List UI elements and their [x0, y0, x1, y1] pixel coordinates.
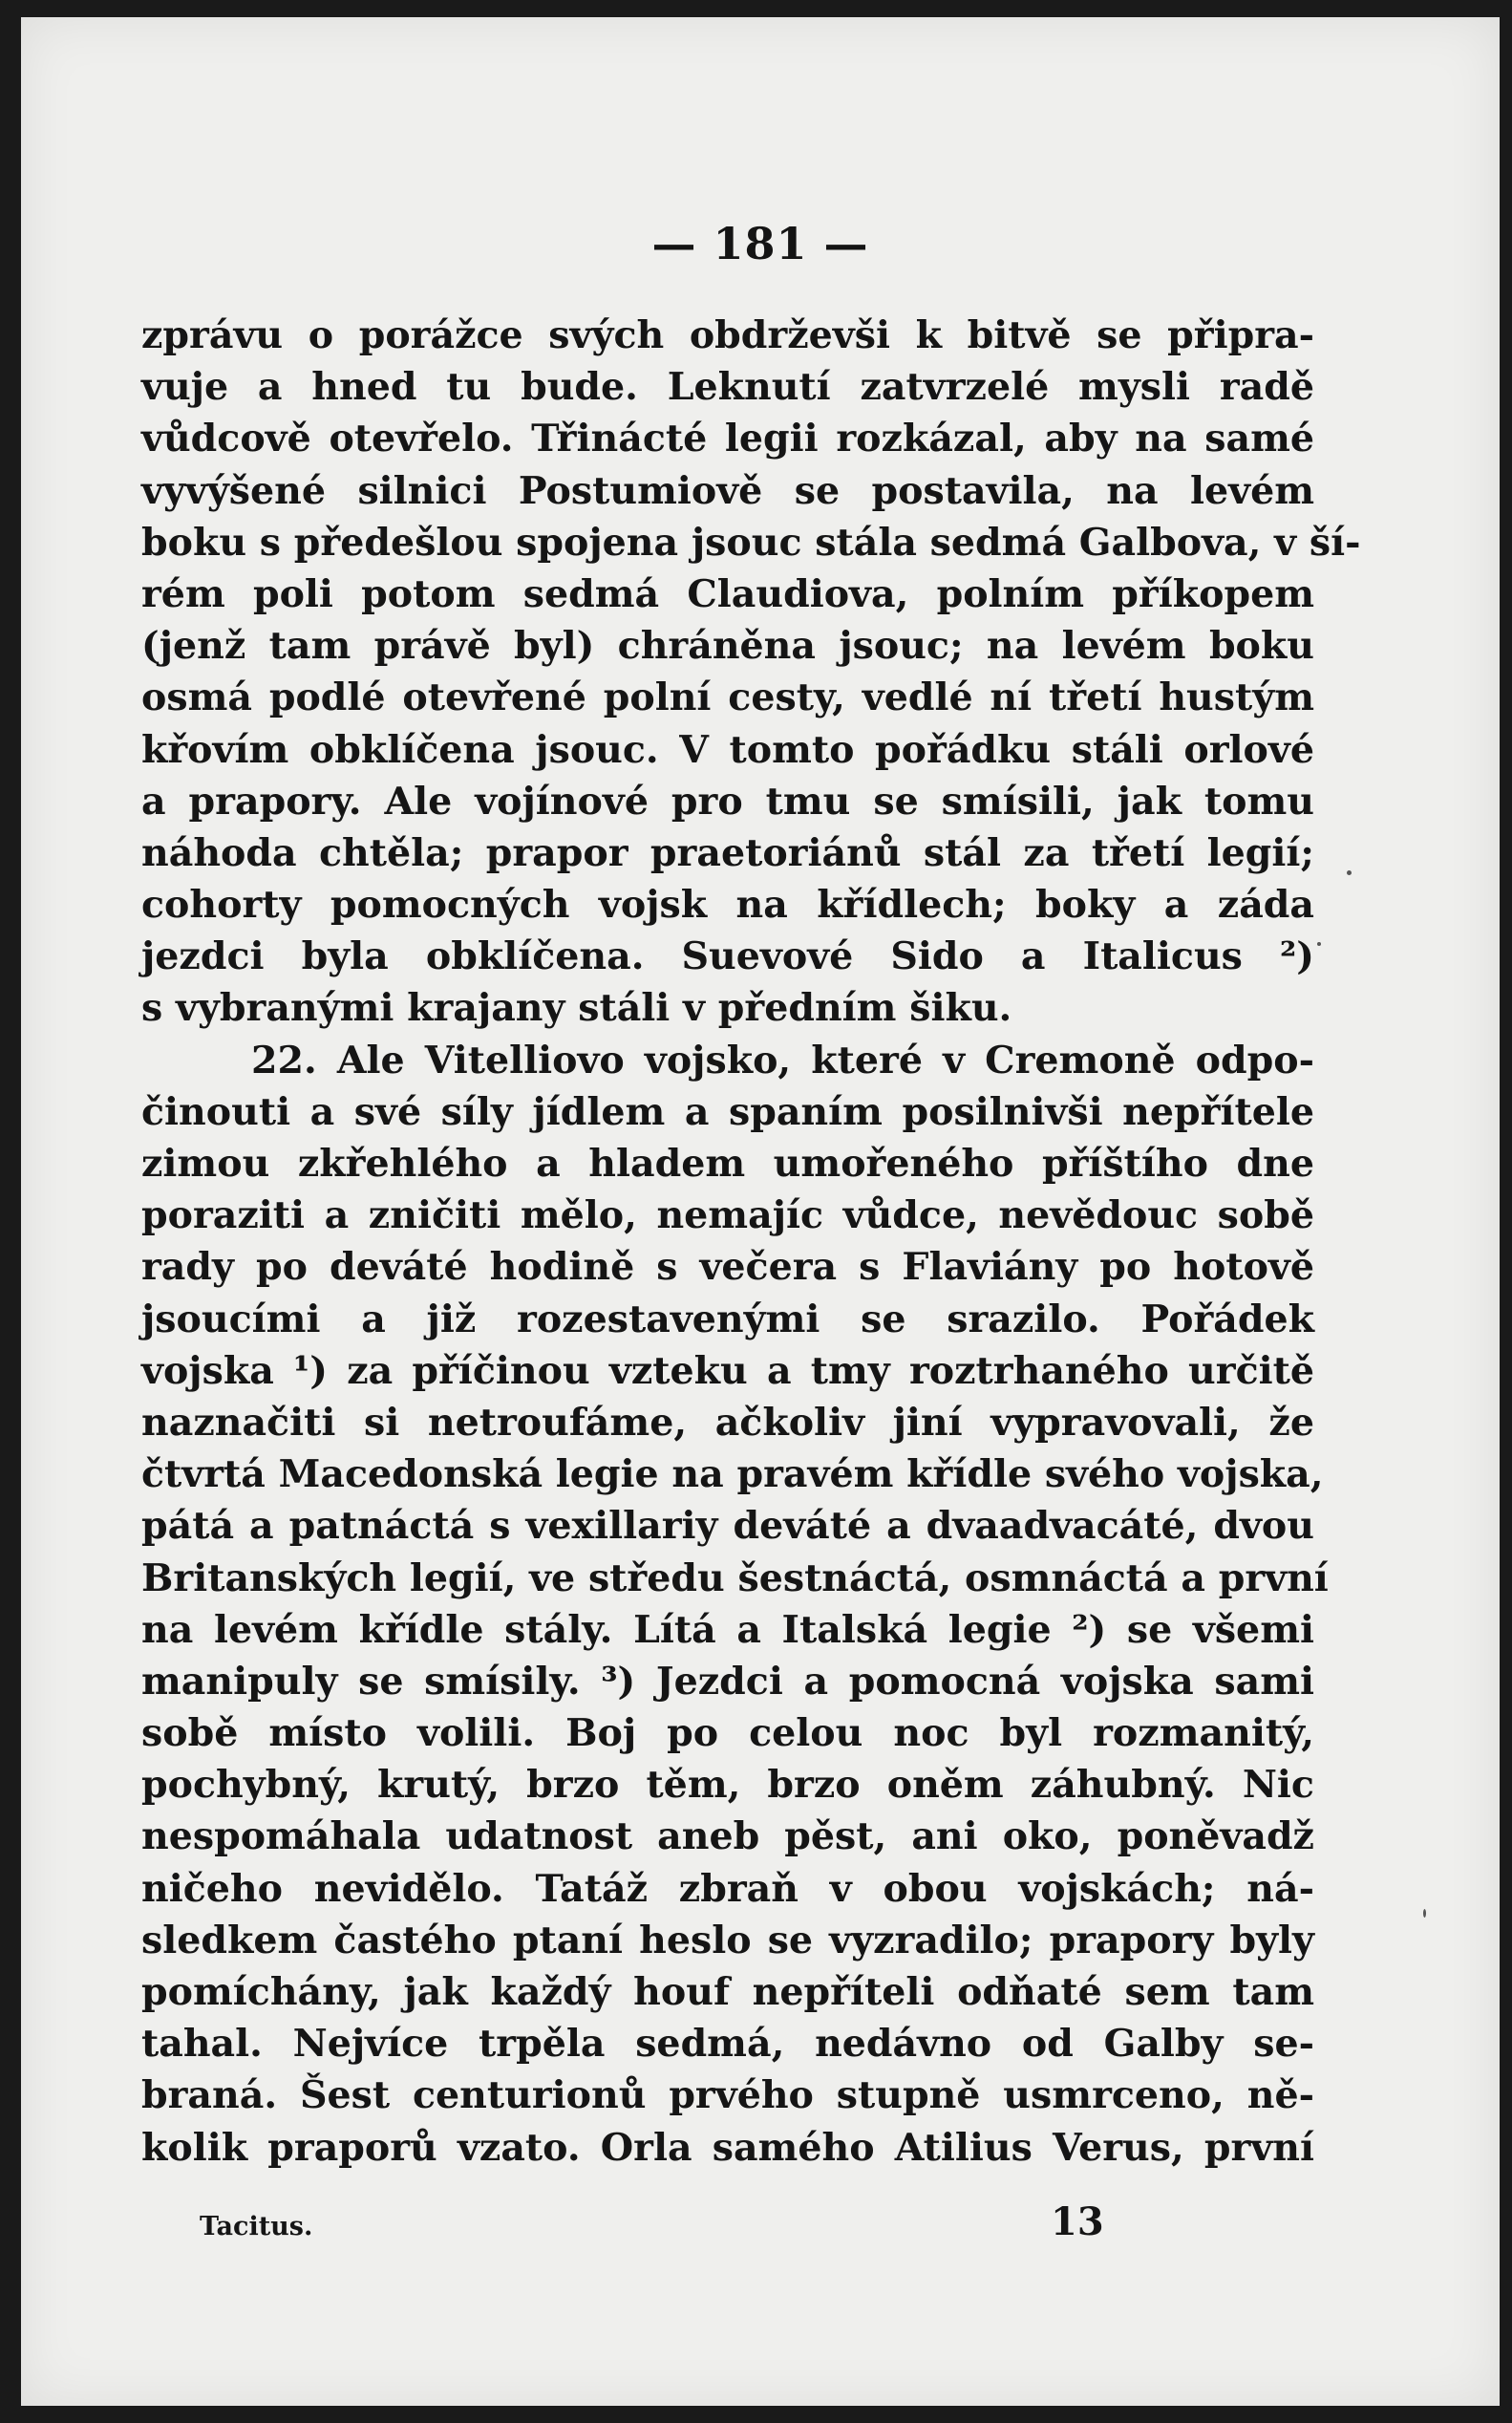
text-line: zprávu o porážce svých obdrževši k bitvě se připra- — [141, 313, 1314, 357]
page-number: — 181 — — [651, 218, 869, 269]
paper-speck — [1317, 942, 1321, 946]
text-line: manipuly se smísily. ³) Jezdci a pomocná vojska sami — [141, 1659, 1314, 1704]
text-line: rém poli potom sedmá Claudiova, polním příkopem — [141, 571, 1314, 616]
text-line: pomíchány, jak každý houf nepříteli odňaté sem tam — [141, 1970, 1314, 2014]
text-line: tahal. Nejvíce trpěla sedmá, nedávno od Galby se- — [141, 2022, 1314, 2067]
text-line: naznačiti si netroufáme, ačkoliv jiní vypravovali, že — [141, 1400, 1314, 1445]
text-line: nespomáhala udatnost aneb pěst, ani oko, poněvadž — [141, 1814, 1314, 1859]
body-text — [141, 310, 1361, 2174]
text-line: pochybný, krutý, brzo těm, brzo oněm záhubný. Nic — [141, 1763, 1314, 1808]
gathering-number: 13 — [1051, 2199, 1104, 2244]
text-line: vyvýšené silnici Postumiově se postavila, na levém — [141, 468, 1314, 513]
text-line: kolik praporů vzato. Orla samého Atilius Verus, první — [141, 2125, 1314, 2170]
text-line: osmá podlé otevřené polní cesty, vedlé ní třetí hustým — [141, 675, 1314, 720]
text-line: braná. Šest centurionů prvého stupně usmrceno, ně- — [141, 2073, 1314, 2118]
text-line: poraziti a zničiti mělo, nemajíc vůdce, nevědouc sobě — [141, 1193, 1314, 1238]
text-line: vuje a hned tu bude. Leknutí zatvrzelé mysli radě — [141, 365, 1314, 410]
text-line: činouti a své síly jídlem a spaním posilnivši nepřítele — [141, 1089, 1314, 1134]
text-line: křovím obklíčena jsouc. V tomto pořádku stáli orlové — [141, 727, 1314, 772]
text-line: vojska ¹) za příčinou vzteku a tmy roztrhaného určitě — [141, 1348, 1314, 1393]
paragraph-start-line: 22. Ale Vitelliovo vojsko, které v Cremoně odpo- — [251, 1038, 1314, 1083]
text-line: s vybranými krajany stáli v předním šiku. — [141, 986, 1012, 1031]
book-page — [21, 17, 1500, 2406]
text-line: sledkem častého ptaní heslo se vyzradilo; prapory byly — [141, 1918, 1314, 1962]
paper-speck — [1423, 1909, 1426, 1918]
text-line: rady po deváté hodině s večera s Flaviány po hotově — [141, 1245, 1314, 1290]
text-line: boku s předešlou spojena jsouc stála sedmá Galbova, v ší- — [141, 520, 1361, 565]
text-line: pátá a patnáctá s vexillariy deváté a dvaadvacáté, dvou — [141, 1504, 1314, 1549]
text-line: vůdcově otevřelo. Třinácté legii rozkázal, aby na samé — [141, 417, 1314, 461]
text-line: náhoda chtěla; prapor praetoriánů stál za třetí legií; — [141, 830, 1314, 875]
text-line: Britanských legií, ve středu šestnáctá, osmnáctá a první — [141, 1555, 1329, 1600]
text-line: čtvrtá Macedonská legie na pravém křídle svého vojska, — [141, 1452, 1324, 1497]
signature-mark: Tacitus. — [200, 2212, 313, 2241]
text-line: jezdci byla obklíčena. Suevové Sido a Italicus ²) — [141, 934, 1314, 979]
text-line: na levém křídle stály. Lítá a Italská legie ²) se všemi — [141, 1607, 1314, 1652]
text-line: zimou zkřehlého a hladem umořeného příštího dne — [141, 1142, 1314, 1186]
paper-speck — [1347, 870, 1352, 875]
text-line: (jenž tam právě byl) chráněna jsouc; na levém boku — [141, 624, 1314, 669]
text-line: ničeho nevidělo. Tatáž zbraň v obou vojskách; ná- — [141, 1866, 1314, 1911]
text-line: a prapory. Ale vojínové pro tmu se smísili, jak tomu — [141, 779, 1314, 824]
text-line: sobě místo volili. Boj po celou noc byl rozmanitý, — [141, 1711, 1314, 1756]
text-line: jsoucími a již rozestavenými se srazilo. Pořádek — [141, 1297, 1314, 1341]
text-line: cohorty pomocných vojsk na křídlech; boky a záda — [141, 883, 1314, 928]
